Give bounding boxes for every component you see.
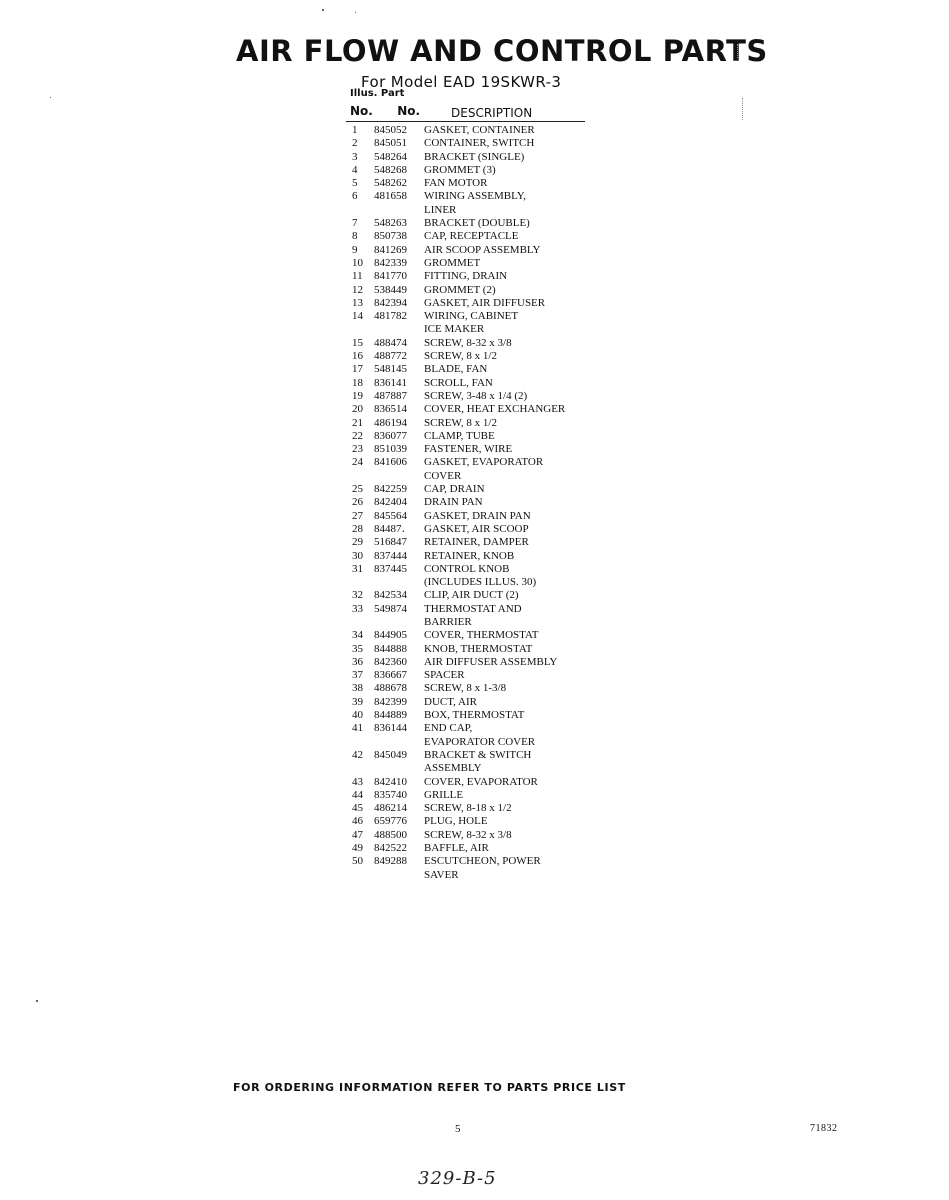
illus-no-header: No. (350, 104, 373, 118)
illus-number: 42 (352, 748, 363, 761)
description-line: AIR DIFFUSER ASSEMBLY (424, 655, 558, 668)
parts-row (346, 842, 606, 855)
parts-row (346, 656, 606, 669)
part-description (424, 390, 606, 403)
parts-row (346, 270, 606, 283)
part-description (424, 815, 606, 828)
illus-number: 28 (352, 522, 363, 535)
part-description (424, 802, 606, 815)
handwritten-note: 329-B-5 (418, 1168, 497, 1189)
description-line: RETAINER, KNOB (424, 549, 515, 562)
illus-number: 14 (352, 310, 363, 323)
scan-speck (322, 9, 324, 11)
page-title: AIR FLOW AND CONTROL PARTS (236, 34, 768, 68)
description-line: COVER, EVAPORATOR (424, 775, 538, 788)
part-number: 845051 (374, 137, 407, 150)
parts-row (346, 709, 606, 722)
part-number: 548262 (374, 177, 407, 190)
parts-row (346, 776, 606, 789)
parts-row (346, 230, 606, 243)
scan-mark (742, 98, 744, 120)
illus-number: 13 (352, 296, 363, 309)
part-number: 851039 (374, 443, 407, 456)
part-number: 850738 (374, 230, 407, 243)
part-number: 487887 (374, 389, 407, 402)
description-line: GASKET, AIR DIFFUSER (424, 296, 546, 309)
part-description (424, 643, 606, 656)
part-number: 842259 (374, 483, 407, 496)
illus-number: 50 (352, 855, 363, 868)
part-number: 548268 (374, 163, 407, 176)
part-number: 844888 (374, 642, 407, 655)
part-number: 538449 (374, 283, 407, 296)
description-line: BRACKET & SWITCH (424, 748, 532, 761)
part-description (424, 696, 606, 709)
part-description (424, 363, 606, 376)
part-description (424, 749, 606, 776)
parts-row (346, 430, 606, 443)
illus-number: 47 (352, 828, 363, 841)
parts-row (346, 377, 606, 390)
description-line: SCREW, 8 x 1/2 (424, 416, 497, 429)
scan-speck (50, 97, 51, 98)
part-number: 548263 (374, 217, 407, 230)
illus-number: 49 (352, 842, 363, 855)
parts-row (346, 363, 606, 376)
description-line: RETAINER, DAMPER (424, 536, 529, 549)
part-description (424, 536, 606, 549)
illus-number: 17 (352, 363, 363, 376)
header-rule (346, 121, 585, 122)
page-number: 5 (455, 1123, 461, 1135)
parts-row (346, 483, 606, 496)
part-description (424, 270, 606, 283)
description-line: CAP, DRAIN (424, 483, 485, 496)
description-line: KNOB, THERMOSTAT (424, 642, 533, 655)
part-number: 488500 (374, 828, 407, 841)
illus-number: 7 (352, 217, 358, 230)
document-number: 71832 (810, 1123, 838, 1134)
part-description (424, 789, 606, 802)
illus-number: 25 (352, 483, 363, 496)
illus-number: 29 (352, 536, 363, 549)
part-description (424, 190, 606, 217)
illus-number: 20 (352, 403, 363, 416)
illus-number: 23 (352, 443, 363, 456)
part-number: 549874 (374, 602, 407, 615)
column-headers-numbers (350, 104, 420, 118)
part-number: 845564 (374, 509, 407, 522)
part-description (424, 164, 606, 177)
part-number: 842339 (374, 256, 407, 269)
description-line: END CAP, (424, 722, 473, 735)
parts-row (346, 443, 606, 456)
parts-row (346, 815, 606, 828)
part-number: 836667 (374, 669, 407, 682)
description-line: AIR SCOOP ASSEMBLY (424, 243, 541, 256)
part-description (424, 443, 606, 456)
parts-row (346, 456, 606, 483)
illus-number: 24 (352, 456, 363, 469)
illus-number: 18 (352, 376, 363, 389)
part-number: 844905 (374, 629, 407, 642)
part-number: 837444 (374, 549, 407, 562)
part-number: 836077 (374, 429, 407, 442)
description-line: BAFFLE, AIR (424, 842, 489, 855)
description-line: THERMOSTAT AND (424, 602, 522, 615)
part-description (424, 151, 606, 164)
illus-number: 15 (352, 336, 363, 349)
description-line: WIRING ASSEMBLY, (424, 190, 526, 203)
description-line: WIRING, CABINET (424, 310, 519, 323)
part-number: 481658 (374, 190, 407, 203)
illus-number: 9 (352, 243, 358, 256)
parts-row (346, 390, 606, 403)
parts-row (346, 297, 606, 310)
illus-number: 38 (352, 682, 363, 695)
part-description (424, 456, 606, 483)
description-line: SCREW, 8 x 1/2 (424, 350, 497, 363)
part-number: 481782 (374, 310, 407, 323)
illus-number: 31 (352, 562, 363, 575)
illus-number: 36 (352, 655, 363, 668)
illus-number: 41 (352, 722, 363, 735)
illus-number: 32 (352, 589, 363, 602)
ordering-note: FOR ORDERING INFORMATION REFER TO PARTS PRICE LIST (233, 1081, 626, 1094)
part-number: 842534 (374, 589, 407, 602)
part-description (424, 682, 606, 695)
description-line: CONTROL KNOB (424, 562, 510, 575)
description-line: CLIP, AIR DUCT (2) (424, 589, 519, 602)
part-number: 849288 (374, 855, 407, 868)
part-number: 842399 (374, 695, 407, 708)
parts-row (346, 722, 606, 749)
part-number: 836141 (374, 376, 407, 389)
part-number: 488678 (374, 682, 407, 695)
part-number: 486214 (374, 802, 407, 815)
description-line: GROMMET (3) (424, 163, 496, 176)
part-number: 837445 (374, 562, 407, 575)
part-number: 836144 (374, 722, 407, 735)
description-line: SPACER (424, 669, 465, 682)
description-line: FITTING, DRAIN (424, 270, 508, 283)
part-number: 835740 (374, 788, 407, 801)
parts-row (346, 244, 606, 257)
parts-row (346, 403, 606, 416)
illus-number: 43 (352, 775, 363, 788)
parts-row (346, 802, 606, 815)
description-line: SCREW, 3-48 x 1/4 (2) (424, 389, 528, 402)
part-number: 548264 (374, 150, 407, 163)
part-description (424, 230, 606, 243)
part-description (424, 496, 606, 509)
illus-number: 44 (352, 788, 363, 801)
scan-speck (36, 1000, 38, 1002)
description-line: SCREW, 8-32 x 3/8 (424, 828, 512, 841)
illus-number: 34 (352, 629, 363, 642)
part-number: 836514 (374, 403, 407, 416)
illus-number: 12 (352, 283, 363, 296)
part-description (424, 563, 606, 590)
description-line: COVER (424, 469, 462, 482)
parts-row (346, 124, 606, 137)
part-description (424, 244, 606, 257)
description-line: GROMMET (2) (424, 283, 496, 296)
description-line: ESCUTCHEON, POWER (424, 855, 541, 868)
description-line: GASKET, AIR SCOOP (424, 522, 529, 535)
illus-number: 40 (352, 709, 363, 722)
description-line: PLUG, HOLE (424, 815, 488, 828)
parts-row (346, 629, 606, 642)
illus-number: 3 (352, 150, 358, 163)
part-description (424, 137, 606, 150)
part-description (424, 669, 606, 682)
parts-row (346, 217, 606, 230)
parts-row (346, 137, 606, 150)
illus-number: 6 (352, 190, 358, 203)
parts-list (346, 124, 606, 882)
illus-number: 19 (352, 389, 363, 402)
description-line: SCREW, 8 x 1-3/8 (424, 682, 507, 695)
parts-row (346, 855, 606, 882)
parts-row (346, 190, 606, 217)
description-line: GRILLE (424, 788, 464, 801)
part-number: 841606 (374, 456, 407, 469)
part-description (424, 417, 606, 430)
part-number: 659776 (374, 815, 407, 828)
part-number: 488772 (374, 350, 407, 363)
description-line: EVAPORATOR COVER (424, 735, 536, 748)
illus-number: 5 (352, 177, 358, 190)
parts-row (346, 151, 606, 164)
description-line: BLADE, FAN (424, 363, 488, 376)
illus-number: 2 (352, 137, 358, 150)
illus-number: 22 (352, 429, 363, 442)
description-line: CLAMP, TUBE (424, 429, 495, 442)
illus-number: 37 (352, 669, 363, 682)
description-header: DESCRIPTION (451, 106, 533, 120)
part-number: 841269 (374, 243, 407, 256)
parts-row (346, 563, 606, 590)
part-description (424, 709, 606, 722)
parts-row (346, 417, 606, 430)
part-description (424, 629, 606, 642)
part-description (424, 177, 606, 190)
illus-number: 35 (352, 642, 363, 655)
description-line: GASKET, CONTAINER (424, 124, 535, 136)
description-line: FASTENER, WIRE (424, 443, 513, 456)
part-no-header: No. (397, 104, 421, 118)
description-line: BRACKET (DOUBLE) (424, 217, 530, 230)
part-description (424, 124, 606, 137)
illus-number: 21 (352, 416, 363, 429)
part-number: 488474 (374, 336, 407, 349)
illus-number: 26 (352, 496, 363, 509)
description-line: DUCT, AIR (424, 695, 477, 708)
part-description (424, 523, 606, 536)
part-number: 84487․ (374, 522, 406, 535)
parts-row (346, 643, 606, 656)
part-description (424, 403, 606, 416)
description-line: LINER (424, 203, 457, 216)
description-line: SCREW, 8-32 x 3/8 (424, 336, 512, 349)
illus-number: 1 (352, 124, 358, 136)
description-line: GASKET, EVAPORATOR (424, 456, 544, 469)
part-description (424, 350, 606, 363)
parts-row (346, 696, 606, 709)
description-line: CONTAINER, SWITCH (424, 137, 535, 150)
illus-number: 4 (352, 163, 358, 176)
description-line: GROMMET (424, 256, 481, 269)
part-description (424, 217, 606, 230)
description-line: SCROLL, FAN (424, 376, 493, 389)
parts-row (346, 257, 606, 270)
part-description (424, 656, 606, 669)
description-line: COVER, THERMOSTAT (424, 629, 539, 642)
part-description (424, 603, 606, 630)
illus-number: 30 (352, 549, 363, 562)
description-line: BOX, THERMOSTAT (424, 709, 525, 722)
part-number: 516847 (374, 536, 407, 549)
illus-part-header: Illus. Part (350, 88, 405, 99)
parts-row (346, 164, 606, 177)
description-line: (INCLUDES ILLUS. 30) (424, 576, 537, 589)
parts-row (346, 496, 606, 509)
part-description (424, 257, 606, 270)
parts-row (346, 603, 606, 630)
part-number: 842360 (374, 655, 407, 668)
parts-row (346, 523, 606, 536)
parts-row (346, 536, 606, 549)
description-line: BARRIER (424, 615, 472, 628)
description-line: COVER, HEAT EXCHANGER (424, 403, 566, 416)
parts-row (346, 337, 606, 350)
illus-number: 27 (352, 509, 363, 522)
illus-number: 46 (352, 815, 363, 828)
description-line: SAVER (424, 868, 459, 881)
part-description (424, 377, 606, 390)
part-number: 841770 (374, 270, 407, 283)
part-description (424, 284, 606, 297)
illus-number: 11 (352, 270, 363, 283)
parts-row (346, 789, 606, 802)
part-description (424, 722, 606, 749)
part-description (424, 337, 606, 350)
description-line: ICE MAKER (424, 323, 485, 336)
parts-row (346, 350, 606, 363)
part-number: 842522 (374, 842, 407, 855)
description-line: DRAIN PAN (424, 496, 483, 509)
part-description (424, 483, 606, 496)
parts-row (346, 177, 606, 190)
parts-row (346, 510, 606, 523)
part-number: 842404 (374, 496, 407, 509)
part-number: 548145 (374, 363, 407, 376)
part-number: 845049 (374, 748, 407, 761)
parts-row (346, 589, 606, 602)
part-description (424, 855, 606, 882)
part-number: 845052 (374, 124, 407, 136)
parts-row (346, 284, 606, 297)
scan-mark (737, 44, 739, 58)
illus-number: 8 (352, 230, 358, 243)
description-line: CAP, RECEPTACLE (424, 230, 519, 243)
part-description (424, 589, 606, 602)
illus-number: 39 (352, 695, 363, 708)
parts-row (346, 310, 606, 337)
part-description (424, 510, 606, 523)
illus-number: 10 (352, 256, 363, 269)
part-description (424, 430, 606, 443)
parts-row (346, 829, 606, 842)
part-description (424, 842, 606, 855)
part-description (424, 829, 606, 842)
part-description (424, 297, 606, 310)
description-line: FAN MOTOR (424, 177, 488, 190)
part-number: 486194 (374, 416, 407, 429)
description-line: BRACKET (SINGLE) (424, 150, 525, 163)
description-line: SCREW, 8-18 x 1/2 (424, 802, 512, 815)
part-description (424, 550, 606, 563)
illus-number: 45 (352, 802, 363, 815)
parts-row (346, 682, 606, 695)
description-line: ASSEMBLY (424, 762, 482, 775)
parts-row (346, 669, 606, 682)
parts-row (346, 749, 606, 776)
model-subtitle: For Model EAD 19SKWR-3 (361, 73, 562, 91)
illus-number: 16 (352, 350, 363, 363)
part-number: 842394 (374, 296, 407, 309)
scan-speck (355, 12, 356, 13)
illus-number: 33 (352, 602, 363, 615)
part-number: 844889 (374, 709, 407, 722)
parts-row (346, 550, 606, 563)
description-line: GASKET, DRAIN PAN (424, 509, 531, 522)
part-description (424, 776, 606, 789)
part-description (424, 310, 606, 337)
part-number: 842410 (374, 775, 407, 788)
